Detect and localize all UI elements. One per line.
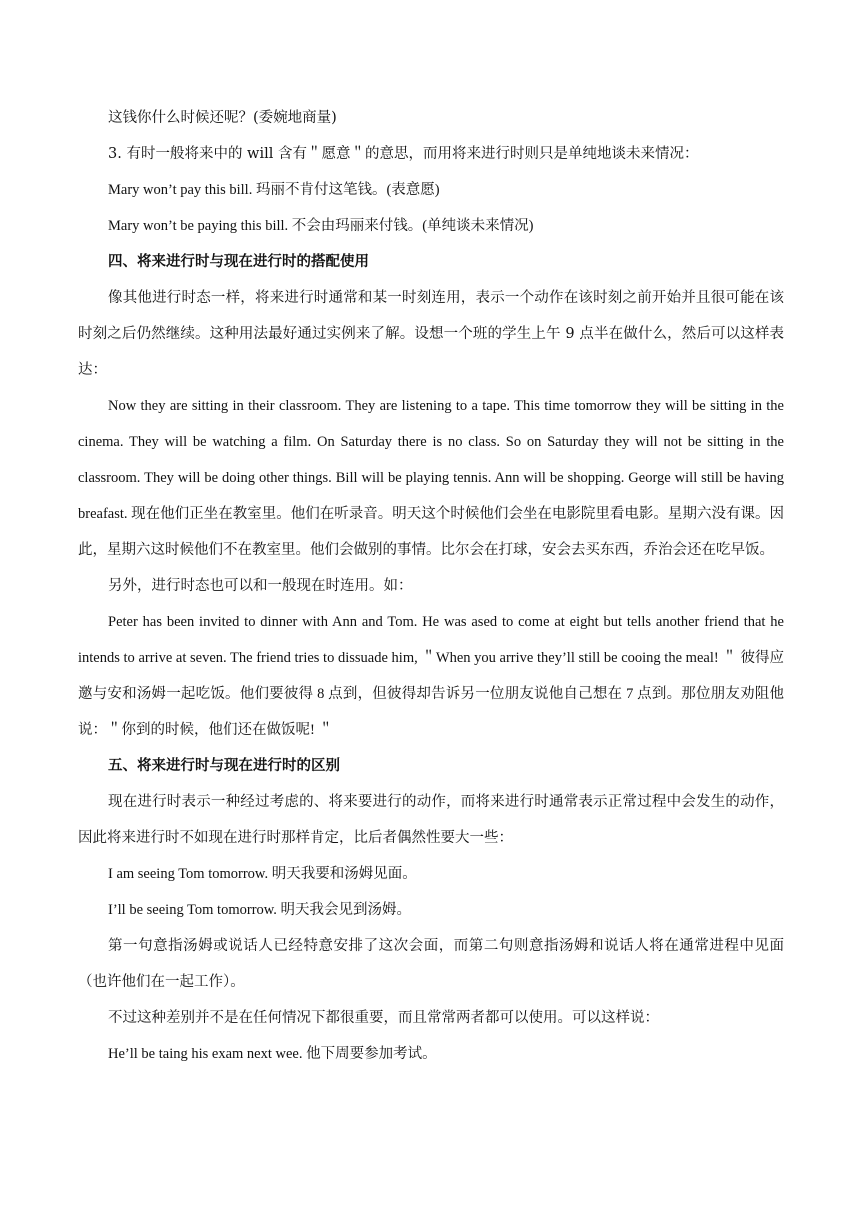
body-paragraph: 3. 有时一般将来中的 will 含有＂愿意＂的意思，而用将来进行时则只是单纯地谈未来情况： bbox=[108, 146, 699, 162]
section-heading: 四、将来进行时与现在进行时的搭配使用 bbox=[108, 253, 369, 270]
example-sentence: I’ll be seeing Tom tomorrow. 明天我会见到汤姆。 bbox=[108, 902, 412, 918]
example-sentence: Mary won’t be paying this bill. 不会由玛丽来付钱。(单纯谈未来情况) bbox=[108, 218, 534, 234]
body-paragraph: 现在进行时表示一种经过考虑的、将来要进行的动作，而将来进行时通常表示正常过程中会发生的动作，因此将来进行时不如现在进行时那样肯定，比后者偶然性要大一些： bbox=[78, 794, 784, 846]
example-paragraph: Peter has been invited to dinner with Ann and Tom. He was ased to come at eight but tells another friend that he intends to arrive at seven. The friend tries to dissuade him, ＂When you arrive they’ll still be cooing the meal! ＂ 彼得应邀与安和汤姆一起吃饭。他们要彼得 8 点到，但彼得却告诉另一位朋友说他自己想在 7 点到。那位朋友劝阻他说：＂你到的时候，他们还在做饭呢! ＂ bbox=[78, 614, 784, 738]
body-paragraph: 另外，进行时态也可以和一般现在时连用。如： bbox=[108, 578, 413, 594]
body-paragraph: 第一句意指汤姆或说话人已经特意安排了这次会面，而第二句则意指汤姆和说话人将在通常进程中见面（也许他们在一起工作）。 bbox=[78, 938, 784, 990]
example-sentence: Mary won’t pay this bill. 玛丽不肯付这笔钱。(表意愿) bbox=[108, 182, 440, 198]
example-paragraph: Now they are sitting in their classroom. They are listening to a tape. This time tomorrow they will be sitting in the cinema. They will be watching a film. On Saturday there is no class. So on Saturday they will not be sitting in the classroom. They will be doing other things. Bill will be playing tennis. Ann will be shopping. George will still be having breafast. 现在他们正坐在教室里。他们在听录音。明天这个时候他们会坐在电影院里看电影。星期六没有课。因此，星期六这时候他们不在教室里。他们会做别的事情。比尔会在打球，安会去买东西，乔治会还在吃早饭。 bbox=[78, 398, 784, 558]
section-heading: 五、将来进行时与现在进行时的区别 bbox=[108, 757, 340, 774]
example-sentence: He’ll be taing his exam next wee. 他下周要参加考试。 bbox=[108, 1046, 437, 1062]
body-paragraph: 不过这种差别并不是在任何情况下都很重要，而且常常两者都可以使用。可以这样说： bbox=[108, 1010, 659, 1026]
body-paragraph: 这钱你什么时候还呢？(委婉地商量) bbox=[108, 110, 337, 126]
body-paragraph: 像其他进行时态一样，将来进行时通常和某一时刻连用，表示一个动作在该时刻之前开始并且很可能在该时刻之后仍然继续。这种用法最好通过实例来了解。设想一个班的学生上午 9 点半在做什么，然后可以这样表达： bbox=[78, 290, 784, 378]
document-page bbox=[78, 100, 784, 1072]
example-sentence: I am seeing Tom tomorrow. 明天我要和汤姆见面。 bbox=[108, 866, 417, 882]
